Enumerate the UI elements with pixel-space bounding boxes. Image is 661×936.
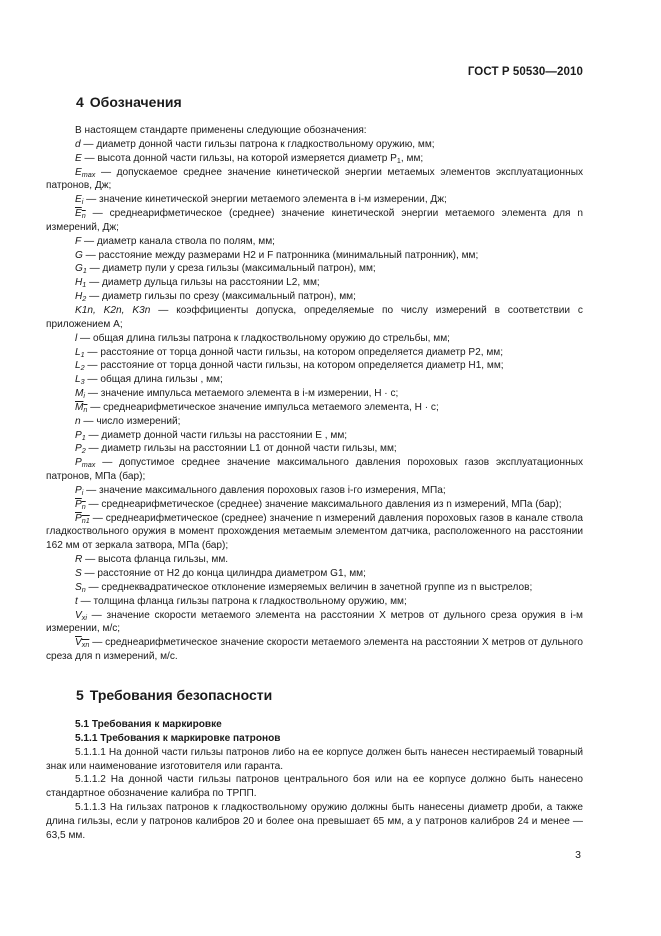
definition-item	[46, 512, 583, 554]
definition-text: — диаметр гильзы по срезу (максимальный патрон), мм;	[86, 291, 356, 303]
symbol: $L_3$	[75, 374, 85, 387]
symbol: F	[75, 235, 82, 247]
subsection-heading: 5.1.1 Требования к маркировке патронов	[75, 732, 281, 744]
definition-text: — диаметр дульца гильзы на расстоянии L2, мм;	[86, 277, 320, 289]
definition-item	[46, 581, 583, 595]
symbol: $V_{xn}$	[75, 637, 90, 650]
definition-item	[46, 456, 583, 484]
definition-text: — диаметр донной части гильзы на расстоянии E , мм;	[85, 429, 348, 441]
definition-item	[46, 595, 583, 609]
definition-item	[46, 373, 583, 387]
definition-item: E — высота донной части гильзы, на которой измеряется диаметр $P_1$, мм;	[75, 152, 424, 165]
definition-text: — расстояние между размерами H2 и F патронника (минимальный патронник), мм;	[82, 249, 479, 261]
definition-text: — среднеарифметическое (среднее) значение кинетической энергии метаемого элемента для n измерений, Дж;	[46, 208, 583, 233]
definition-text: — диаметр донной части гильзы патрона к гладкоствольному оружию, мм;	[80, 138, 435, 150]
definitions-list	[46, 138, 583, 664]
symbol: $S_n$	[75, 581, 86, 594]
definition-text: — среднеарифметическое (среднее) значение n измерений давления пороховых газов в канале ствола гладкоствольного оружия в момент прохождения метаемым элементом датчика, расположенного на расстоянии 162 мм от зеркала затвора, МПа (бар);	[46, 512, 583, 552]
standard-header: ГОСТ Р 50530—2010	[467, 66, 583, 78]
symbol: d	[75, 138, 81, 150]
definition-item	[46, 484, 583, 498]
intro-text: В настоящем стандарте применены следующие обозначения:	[75, 125, 367, 136]
symbol: n	[75, 415, 81, 427]
symbol: $E_n$	[75, 208, 86, 221]
definition-text: — общая длина гильзы , мм;	[84, 374, 223, 386]
symbol: K1n, K2n, K3n	[75, 304, 151, 316]
definition-item	[46, 276, 583, 290]
definition-text: — диаметр канала ствола по полям, мм;	[81, 235, 275, 247]
definition-item	[46, 193, 583, 207]
symbol: t	[75, 595, 78, 607]
symbol: S	[75, 568, 82, 579]
symbol: $P_{max}$	[75, 457, 96, 470]
definition-item	[46, 262, 583, 276]
section-number: 4	[76, 94, 84, 110]
symbol: $H_2$	[75, 291, 87, 304]
definition-item	[46, 609, 583, 637]
symbol: R	[75, 554, 83, 566]
symbol: $L_2$	[75, 360, 85, 373]
paragraph: 5.1.1.3 На гильзах патронов к гладкоствольному оружию должны быть нанесены диаметр дроби, а также длина гильзы, если у патронов калибров 20 и более она превышает 65 мм, а у патронов калибров 24 и менее — 63,5 мм.	[46, 802, 583, 841]
definition-text: — среднеквадратическое отклонение измеряемых величин в зачетной группе из n выстрелов;	[85, 581, 533, 593]
definition-item	[46, 166, 583, 194]
page-number: 3	[575, 849, 581, 861]
definitions-block	[46, 124, 583, 664]
definition-text: — допустимое среднее значение максимального давления пороховых газов эксплуатационных патронов, МПа (бар);	[46, 457, 583, 483]
symbol: $P_2$	[75, 443, 86, 456]
symbol: $M_i$	[75, 388, 86, 401]
definition-item	[46, 498, 583, 512]
definition-item	[46, 304, 583, 332]
definition-text: — расстояние от торца донной части гильзы, на котором определяется диаметр P2, мм;	[84, 346, 504, 358]
symbol: $P_i$	[75, 484, 84, 497]
definition-item	[46, 235, 583, 249]
symbol: G	[75, 249, 83, 261]
symbol: $P_{n1}$	[75, 512, 90, 525]
symbol: $G_1$	[75, 263, 87, 276]
definition-text: — среднеарифметическое (среднее) значение максимального давления из n измерений, МПа (бар);	[85, 498, 562, 510]
definition-text: — высота донной части гильзы, на которой измеряется диаметр P	[81, 152, 397, 164]
definition-text: — допускаемое среднее значение кинетической энергии метаемых элементов эксплуатационных патронов, Дж;	[46, 166, 583, 192]
definition-text: — общая длина гильзы патрона к гладкоствольному оружию до стрельбы, мм;	[77, 332, 450, 344]
section-5-heading	[76, 687, 272, 703]
definition-text: — толщина фланца гильзы патрона к гладкоствольному оружию, мм;	[77, 595, 407, 607]
definition-item	[46, 553, 583, 567]
definition-text: — диаметр гильзы на расстоянии L1 от донной части гильзы, мм;	[85, 443, 397, 455]
symbol: $E_i$	[75, 194, 84, 207]
subsection-heading: 5.1 Требования к маркировке	[75, 719, 222, 730]
definition-text: — диаметр пули у среза гильзы (максимальный патрон), мм;	[86, 263, 376, 275]
symbol: $H_1$	[75, 277, 87, 290]
definition-item	[46, 332, 583, 346]
section-5-body	[46, 718, 583, 843]
definition-item	[46, 567, 583, 581]
definition-item	[46, 290, 583, 304]
section-number: 5	[76, 687, 84, 703]
definition-item	[46, 442, 583, 456]
definition-item	[46, 249, 583, 263]
definition-item	[46, 429, 583, 443]
definition-item	[46, 415, 583, 429]
definition-text: — значение кинетической энергии метаемого элемента в i-м измерении, Дж;	[83, 194, 447, 206]
symbol: $E_{max}$	[75, 166, 96, 179]
definition-text: — значение скорости метаемого элемента на расстоянии X метров от дульного среза оружия в i-м измерении, м/с;	[46, 609, 583, 635]
symbol: $M_n$	[75, 401, 88, 414]
paragraph: 5.1.1.1 На донной части гильзы патронов либо на ее корпусе должен быть нанесен нестираемый товарный знак или наименование изготовителя или гаранта.	[46, 746, 583, 772]
definition-item	[46, 401, 583, 415]
definition-text: — среднеарифметическое значение скорости метаемого элемента на расстоянии X метров от дульного среза для n измерений, м/с.	[46, 637, 583, 663]
symbol: l	[75, 332, 78, 344]
definition-item	[46, 359, 583, 373]
symbol: $P_n$	[75, 498, 86, 511]
definition-item	[46, 636, 583, 664]
definition-text: — расстояние от торца донной части гильзы, на котором определяется диаметр H1, мм;	[84, 360, 504, 372]
section-4-heading	[76, 94, 182, 110]
definition-text: — значение импульса метаемого элемента в i-м измерении, Н · с;	[85, 388, 399, 400]
symbol: $P_1$	[75, 429, 86, 442]
symbol: $V_{xi}$	[75, 609, 87, 622]
definition-text: — коэффициенты допуска, определяемые по числу измерений в соответствии с приложением А;	[46, 304, 583, 330]
definition-text: — среднеарифметическое значение импульса метаемого элемента, Н · с;	[87, 401, 439, 413]
definition-item	[46, 207, 583, 235]
definition-item	[46, 138, 583, 152]
paragraph: 5.1.1.2 На донной части гильзы патронов центрального боя или на ее корпусе должно быть нанесено стандартное обозначение калибра по ТРПП.	[46, 774, 583, 800]
definition-text: — высота фланца гильзы, мм.	[82, 554, 229, 566]
section-title: Обозначения	[89, 94, 182, 110]
definition-item	[46, 387, 583, 401]
definition-item	[46, 346, 583, 360]
symbol: E	[75, 152, 82, 164]
definition-text: — число измерений;	[80, 415, 181, 427]
symbol: $L_1$	[75, 346, 85, 359]
definition-text: — значение максимального давления пороховых газов i-го измерения, МПа;	[83, 484, 446, 496]
section-title: Требования безопасности	[89, 687, 273, 703]
definition-text: — расстояние от H2 до конца цилиндра диаметром G1, мм;	[81, 568, 366, 579]
